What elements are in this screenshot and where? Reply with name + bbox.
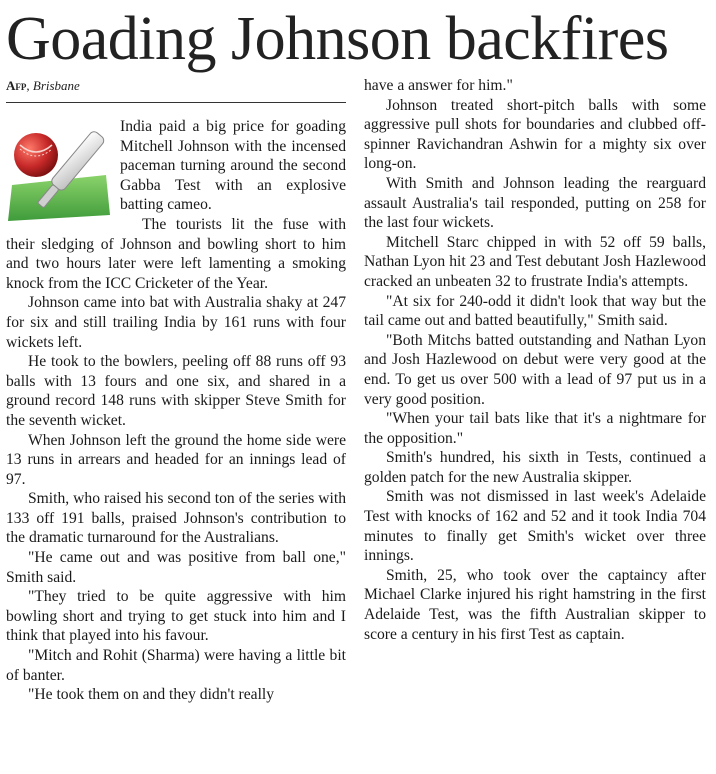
paragraph: "He came out and was positive from ball one," Smith said.	[6, 549, 346, 586]
ball-shape	[14, 133, 58, 177]
paragraph: With Smith and Johnson leading the rearguard assault Australia's tail responded, putting on 258 for the last four wickets.	[364, 174, 706, 232]
paragraph: Johnson treated short-pitch balls with some aggressive pull shots for boundaries and clubbed off-spinner Ravichandran Ashwin for a mighty six over long-on.	[364, 96, 706, 173]
paragraph: "Mitch and Rohit (Sharma) were having a little bit of banter.	[6, 647, 346, 684]
byline-place: Brisbane	[32, 78, 80, 93]
cricket-ball-bat-icon	[6, 117, 114, 229]
continued-paragraph: have a answer for him."	[364, 77, 513, 94]
byline	[6, 78, 80, 94]
paragraph: When Johnson left the ground the home side were 13 runs in arrears and headed for an innings lead of 97.	[6, 431, 346, 488]
byline-rule	[6, 102, 346, 103]
lead-paragraph: India paid a big price for goading Mitchell Johnson with the incensed paceman turning around the second Gabba Test with an explosive batting cameo.	[120, 118, 346, 214]
paragraph: "When your tail bats like that it's a nightmare for the opposition."	[364, 410, 706, 447]
paragraph: "They tried to be quite aggressive with him bowling short and trying to get stuck into him and I think that played into his favour.	[6, 588, 346, 645]
article-column-2	[364, 76, 706, 772]
paragraph: Smith, who raised his second ton of the series with 133 off 191 balls, praised Johnson's contribution to the dramatic turnaround for the Australians.	[6, 490, 346, 547]
paragraph: Smith, 25, who took over the captaincy after Michael Clarke injured his right hamstring in the first Adelaide Test, was the fifth Australian skipper to score a century in his first Test as captain.	[364, 566, 706, 643]
paragraph: "Both Mitchs batted outstanding and Nathan Lyon and Josh Hazlewood on debut were very good at the end. To get us over 500 with a lead of 97 put us in a very good position.	[364, 331, 706, 408]
paragraph: Smith's hundred, his sixth in Tests, continued a golden patch for the new Australia skipper.	[364, 449, 706, 486]
byline-separator: ,	[26, 78, 33, 93]
paragraph: Smith was not dismissed in last week's Adelaide Test with knocks of 162 and 52 and it took India 704 minutes to finally get Smith's wicket over three innings.	[364, 488, 706, 565]
paragraph: He took to the bowlers, peeling off 88 runs off 93 balls with 13 fours and one six, and shared in a ground record 148 runs with skipper Steve Smith for the seventh wicket.	[6, 353, 346, 429]
paragraph: Mitchell Starc chipped in with 52 off 59 balls, Nathan Lyon hit 23 and Test debutant Josh Hazlewood cracked an unbeaten 32 to frustrate India's attempts.	[364, 233, 706, 290]
article-column-1	[6, 117, 346, 772]
paragraph: "He took them on and they didn't really	[28, 686, 275, 704]
paragraph: The tourists lit the fuse with their sledging of Johnson and bowling short to him and two hours later were left lamenting a smoking knock from the ICC Cricketer of the Year.	[6, 215, 346, 292]
paragraph: Johnson came into bat with Australia shaky at 247 for six and still trailing India by 161 runs with four wickets left.	[6, 294, 346, 351]
byline-agency: Afp	[6, 78, 27, 93]
headline: Goading Johnson backfires	[6, 5, 669, 73]
paragraph: "At six for 240-odd it didn't look that way but the tail came out and batted beautifully," Smith said.	[364, 292, 706, 330]
